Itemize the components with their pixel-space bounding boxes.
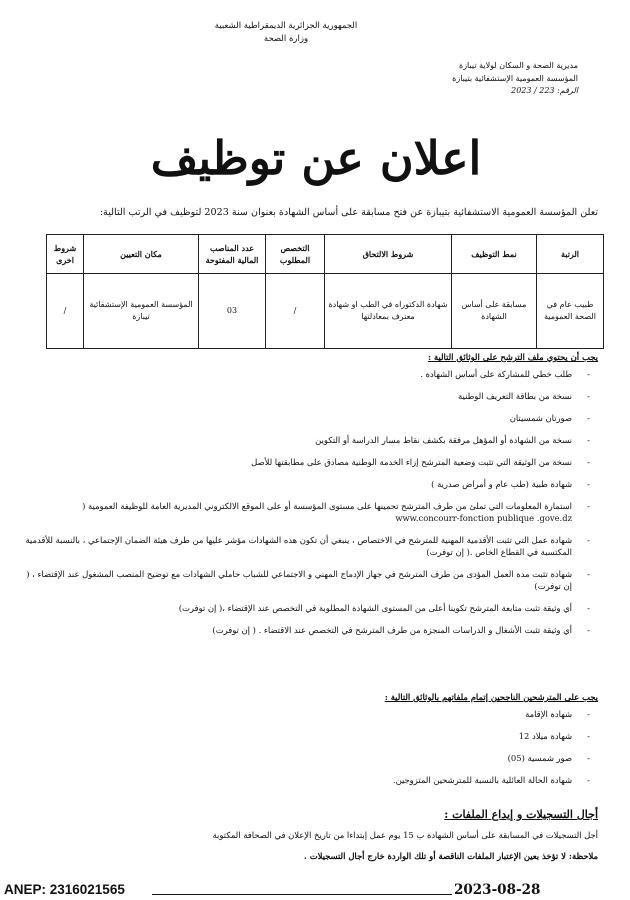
list-item: - شهادة طبية (طب عام و أمراض صدرية ) [24,478,572,490]
list-item: - نسخة من بطاقة التعريف الوطنية [24,390,572,402]
list-item: - شهادة تثبت مدة العمل المؤدى من طرف المترشح في جهاز الإدماج المهني و الاجتماعي للشباب حاملي الشهادات مع توضيح المنصب المشغول عند الإقتضاء ، ( إن توفرت) [24,568,572,592]
header-grade: الرتبة [537,235,604,274]
list-item: - أي وثيقة تثبت الأشغال و الدراسات المنجزة من طرف المترشح في التخصص عند الاقتضاء . ( إن توفرت) [24,624,572,636]
list-item: - شهادة الحالة العائلية بالنسبة للمترشحين المتزوجين. [24,774,572,786]
deadlines-heading: أجال التسجيلات و إيداع الملفات : [444,808,598,821]
cell-location: المؤسسة العمومية الإستشفائية تيبازة [84,274,199,349]
cell-other-conditions: / [47,274,84,349]
header-conditions: شروط الالتحاق [325,235,452,274]
positions-table [46,234,604,349]
issuer-block [452,60,578,98]
successful-candidates-heading: يجب على المترشحين الناجحين إتمام ملفاتهم بالوثائق التالية : [384,692,598,702]
list-item: - نسخة من الشهادة أو المؤهل مرفقة بكشف نقاط مسار الدراسة أو التكوين [24,434,572,446]
cell-posts-count: 03 [199,274,266,349]
list-item: - طلب خطي للمشاركة على أساس الشهادة . [24,368,572,380]
successful-candidates-list [24,708,598,786]
header-recruitment-mode: نمط التوظيف [452,235,537,274]
table-row [47,274,604,349]
list-item: - شهادة عمل التي تثبت الأقدمية المهنية للمترشح في الاختصاص ، ينبغي أن تكون هذه الشهادات مؤشر عليها من طرف هيئة الضمان الإجتماعي ، بالنسبة للأقدمية المكتسبة في القطاع الخاص .( إن توفرت) [24,534,572,558]
table-header-row [47,235,604,274]
cell-conditions: شهادة الدكتوراه في الطب او شهادة معترف بمعادلتها [325,274,452,349]
header-location: مكان التعيين [84,235,199,274]
deadlines-section [24,808,598,863]
list-item: - شهادة الإقامة [24,708,572,720]
cell-grade: طبيب عام في الصحة العمومية [537,274,604,349]
required-documents-section [24,352,598,646]
header-other-conditions: شروط اخرى [47,235,84,274]
required-documents-list [24,368,598,636]
reference-number: الرقم: 223 / 2023 [511,86,578,95]
cell-specialty: / [266,274,325,349]
list-item: - صور شمسية (05) [24,752,572,764]
ministry-name: وزارة الصحة [263,34,309,44]
hospital-name: المؤسسة العمومية الإستشفائية بتيبازة [452,73,578,83]
header-posts-count: عدد المناصب المالية المفتوحة [199,235,266,274]
republic-name: الجمهورية الجزائرية الديمقراطية الشعبية [214,21,358,31]
page-title: اعلان عن توظيف [150,131,482,185]
list-item: - نسخة من الوثيقة التي تثبت وضعية المترشح إزاء الخدمة الوطنية مصادق على مطابقتها للأصل [24,456,572,468]
announcement-page [14,8,618,876]
intro-paragraph: تعلن المؤسسة العمومية الاستشفائية بتيبازة عن فتح مسابقة على أساس الشهادة بعنوان سنة 2023 لتوظيف في الرتب التالية: [99,207,598,218]
directorate-name: مديرية الصحة و السكان لولاية تيبازة [459,61,578,70]
list-item: - شهادة ميلاد 12 [24,730,572,742]
deadlines-text: أجل التسجيلات في المسابقة على أساس الشهادة ب 15 يوم عمل إبتداءا من تاريخ الإعلان في الصحافة المكتوبة [212,830,598,840]
list-item: - أي وثيقة تثبت متابعة المترشح تكوينا أعلى من المستوى الشهادة المطلوبة في التخصص عند الإقتضاء ،( إن توفرت) [24,602,572,614]
cell-recruitment-mode: مسابقة على أساس الشهادة [452,274,537,349]
successful-candidates-section [24,692,598,796]
list-item: - استمارة المعلومات التي تملئ من طرف المترشح تحمينها على مستوى المؤسسة أو على الموقع الالكتروني المديرية العامة للوظيفة العمومية ( www.concourr-fonction publique .gove.dz [24,500,572,524]
publication-date: 2023-08-28 [454,882,541,898]
required-documents-heading: يجب أن يحتوي ملف الترشح على الوثائق التالية : [427,352,598,362]
state-header [14,20,618,46]
deadlines-note: ملاحظة: لا تؤخذ بعين الإعتبار الملفات الناقصة أو تلك الواردة خارج أجال التسجيلات . [303,851,598,861]
header-specialty: التخصص المطلوب [266,235,325,274]
footer-underline [152,894,452,895]
list-item: - صورتان شمسيتان [24,412,572,424]
anep-number: ANEP: 2316021565 [4,882,125,897]
